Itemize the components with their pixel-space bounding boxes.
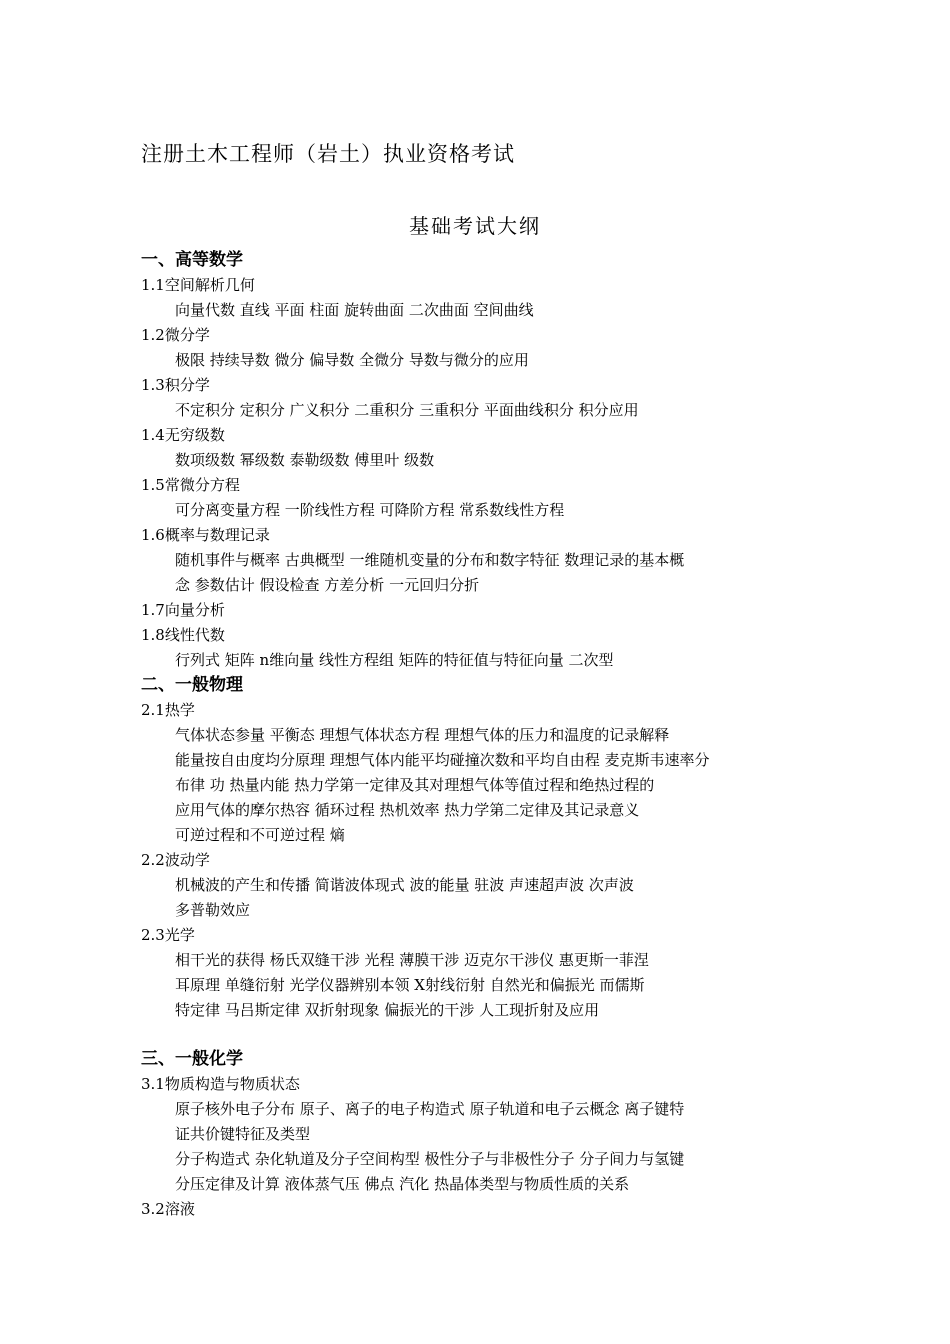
subsection-heading: 3.1物质构造与物质状态 xyxy=(141,1075,300,1093)
subsection-heading: 1.7向量分析 xyxy=(141,601,225,619)
outline-content xyxy=(141,248,831,1222)
topic-line: 气体状态参量 平衡态 理想气体状态方程 理想气体的压力和温度的记录解释 xyxy=(175,726,670,744)
subsection-heading: 3.2溶液 xyxy=(141,1200,195,1218)
subsection-heading: 1.2微分学 xyxy=(141,326,210,344)
subsection-heading: 1.4无穷级数 xyxy=(141,426,225,444)
topic-line: 极限 持续导数 微分 偏导数 全微分 导数与微分的应用 xyxy=(175,351,529,369)
topic-line: 行列式 矩阵 n维向量 线性方程组 矩阵的特征值与特征向量 二次型 xyxy=(175,651,614,669)
document-title: 基础考试大纲 xyxy=(409,214,541,238)
topic-line: 耳原理 单缝衍射 光学仪器辨别本领 X射线衍射 自然光和偏振光 而儒斯 xyxy=(175,976,645,994)
topic-line: 机械波的产生和传播 简谐波体现式 波的能量 驻波 声速超声波 次声波 xyxy=(175,876,634,894)
subsection-heading: 1.6概率与数理记录 xyxy=(141,526,270,544)
section-heading: 一、高等数学 xyxy=(141,250,243,270)
topic-line: 证共价键特征及类型 xyxy=(175,1125,311,1143)
subsection-heading: 1.5常微分方程 xyxy=(141,476,240,494)
topic-line: 原子核外电子分布 原子、离子的电子构造式 原子轨道和电子云概念 离子键特 xyxy=(175,1100,685,1118)
topic-line: 布律 功 热量内能 热力学第一定律及其对理想气体等值过程和绝热过程的 xyxy=(175,776,655,794)
subsection-heading: 2.2波动学 xyxy=(141,851,210,869)
topic-line: 分压定律及计算 液体蒸气压 佛点 汽化 热晶体类型与物质性质的关系 xyxy=(175,1175,630,1193)
topic-line: 特定律 马吕斯定律 双折射现象 偏振光的干涉 人工现折射及应用 xyxy=(175,1001,600,1019)
topic-line: 念 参数估计 假设检查 方差分析 一元回归分折 xyxy=(175,576,480,594)
topic-line: 多普勒效应 xyxy=(175,901,251,919)
topic-line: 数项级数 幂级数 泰勒级数 傅里叶 级数 xyxy=(175,451,435,469)
spacer xyxy=(141,1023,831,1047)
topic-line: 不定积分 定积分 广义积分 二重积分 三重积分 平面曲线积分 积分应用 xyxy=(175,401,639,419)
section-heading: 三、一般化学 xyxy=(141,1049,243,1069)
subsection-heading: 1.8线性代数 xyxy=(141,626,225,644)
subsection-heading: 1.3积分学 xyxy=(141,376,210,394)
section-heading: 二、一般物理 xyxy=(141,675,243,695)
topic-line: 能量按自由度均分原理 理想气体内能平均碰撞次数和平均自由程 麦克斯韦速率分 xyxy=(175,751,710,769)
topic-line: 向量代数 直线 平面 柱面 旋转曲面 二次曲面 空间曲线 xyxy=(175,301,534,319)
subsection-heading: 1.1空间解析几何 xyxy=(141,276,255,294)
topic-line: 可逆过程和不可逆过程 熵 xyxy=(175,826,345,844)
topic-line: 应用气体的摩尔热容 循环过程 热机效率 热力学第二定律及其记录意义 xyxy=(175,801,640,819)
topic-line: 随机事件与概率 古典概型 一维随机变量的分布和数字特征 数理记录的基本概 xyxy=(175,551,685,569)
subsection-heading: 2.1热学 xyxy=(141,701,195,719)
topic-line: 相干光的获得 杨氏双缝干涉 光程 薄膜干涉 迈克尔干涉仪 惠更斯一菲涅 xyxy=(175,951,649,969)
exam-title: 注册土木工程师（岩土）执业资格考试 xyxy=(141,142,515,166)
subsection-heading: 2.3光学 xyxy=(141,926,195,944)
topic-line: 分子构造式 杂化轨道及分子空间构型 极性分子与非极性分子 分子间力与氢键 xyxy=(175,1150,685,1168)
topic-line: 可分离变量方程 一阶线性方程 可降阶方程 常系数线性方程 xyxy=(175,501,565,519)
